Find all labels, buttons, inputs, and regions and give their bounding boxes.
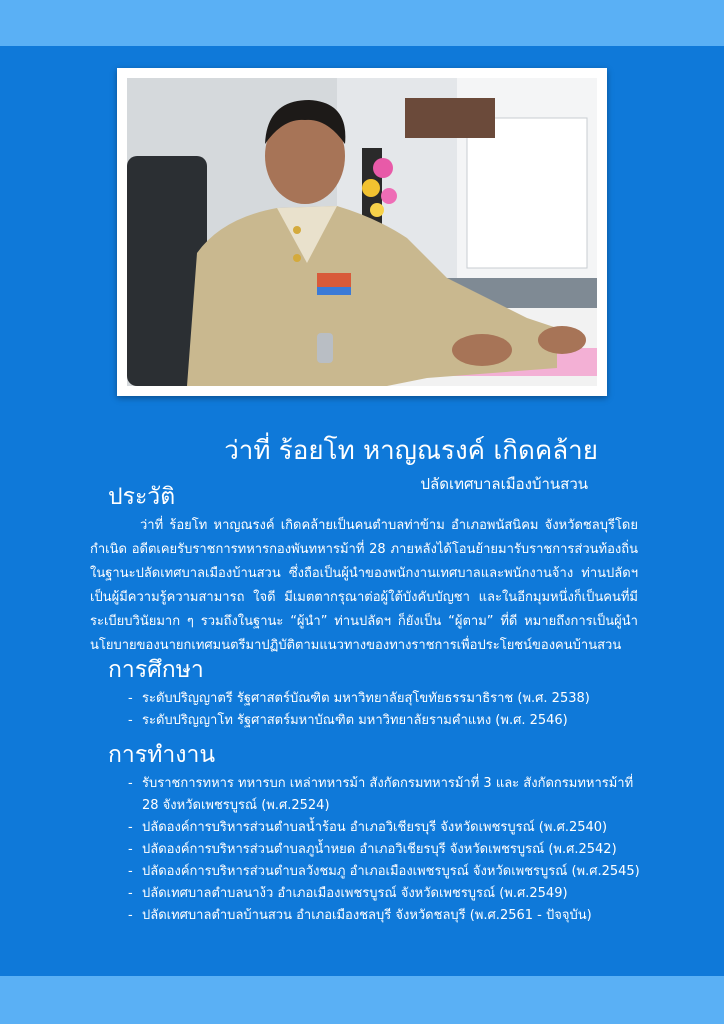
education-item-text: ระดับปริญญาตรี รัฐศาสตร์บัณฑิต มหาวิทยาลัยสุโขทัยธรรมาธิราช (พ.ศ. 2538) — [142, 691, 590, 706]
list-item — [128, 861, 648, 883]
list-item — [128, 905, 648, 927]
portrait-photo — [127, 78, 597, 386]
dash-bullet: - — [128, 908, 133, 923]
education-heading: การศึกษา — [108, 657, 204, 683]
portrait-photo-frame — [117, 68, 607, 396]
list-item — [128, 817, 648, 839]
official-name: ว่าที่ ร้อยโท หาญณรงค์ เกิดคล้าย — [224, 436, 598, 466]
dash-bullet: - — [128, 820, 133, 835]
work-item-text: ปลัดองค์การบริหารส่วนตำบลภูน้ำหยด อำเภอวิเชียรบุรี จังหวัดเพชรบูรณ์ (พ.ศ.2542) — [142, 842, 617, 857]
list-item — [128, 710, 648, 732]
biography-text: ว่าที่ ร้อยโท หาญณรงค์ เกิดคล้ายเป็นคนตำบลท่าข้าม อำเภอพนัสนิคม จังหวัดชลบุรีโดยกำเนิด อดีตเคยรับราชการทหารกองพันทหารม้าที่ 28 ภายหลังได้โอนย้ายมารับราชการส่วนท้องถิ่น ในฐานะปลัดเทศบาลเมืองบ้านสวน ซึ่งถือเป็นผู้นำของพนักงานเทศบาลและพนักงานจ้าง ท่านปลัดฯ เป็นผู้มีความรู้ความสามารถ ใจดี มีเมตตากรุณาต่อผู้ใต้บังคับบัญชา และในอีกมุมหนึ่งก็เป็นคนที่มีระเบียบวินัยมาก ๆ รวมถึงในฐานะ “ผู้นำ” ท่านปลัดฯ ก็ยังเป็น “ผู้ตาม” ที่ดี หมายถึงการเป็นผู้นำนโยบายของนายกเทศมนตรีมาปฏิบัติตามแนวทางของทางราชการเพื่อประโยชน์ของคนบ้านสวน — [90, 518, 638, 653]
work-item-text: รับราชการทหาร ทหารบก เหล่าทหารม้า สังกัดกรมทหารม้าที่ 3 และ สังกัดกรมทหารม้าที่ 28 จังหวัดเพชรบูรณ์ (พ.ศ.2524) — [142, 776, 634, 813]
dash-bullet: - — [128, 691, 133, 706]
dash-bullet: - — [128, 886, 133, 901]
portrait-illustration — [127, 78, 597, 386]
dash-bullet: - — [128, 713, 133, 728]
list-item — [128, 773, 648, 817]
dash-bullet: - — [128, 776, 133, 791]
work-heading: การทำงาน — [108, 742, 216, 768]
list-item — [128, 883, 648, 905]
work-item-text: ปลัดเทศบาลตำบลบ้านสวน อำเภอเมืองชลบุรี จังหวัดชลบุรี (พ.ศ.2561 - ปัจจุบัน) — [142, 908, 592, 923]
work-item-text: ปลัดองค์การบริหารส่วนตำบลวังชมภู อำเภอเมืองเพชรบูรณ์ จังหวัดเพชรบูรณ์ (พ.ศ.2545) — [142, 864, 640, 879]
list-item — [128, 688, 648, 710]
education-list — [128, 688, 648, 732]
education-item-text: ระดับปริญญาโท รัฐศาสตร์มหาบัณฑิต มหาวิทยาลัยรามคำแหง (พ.ศ. 2546) — [142, 713, 568, 728]
dash-bullet: - — [128, 842, 133, 857]
list-item — [128, 839, 648, 861]
dash-bullet: - — [128, 864, 133, 879]
work-item-text: ปลัดเทศบาลตำบลนาง้ว อำเภอเมืองเพชรบูรณ์ จังหวัดเพชรบูรณ์ (พ.ศ.2549) — [142, 886, 568, 901]
biography-heading: ประวัติ — [108, 484, 176, 510]
work-item-text: ปลัดองค์การบริหารส่วนตำบลน้ำร้อน อำเภอวิเชียรบุรี จังหวัดเพชรบูรณ์ (พ.ศ.2540) — [142, 820, 608, 835]
official-position: ปลัดเทศบาลเมืองบ้านสวน — [420, 475, 588, 493]
work-list — [128, 773, 648, 927]
